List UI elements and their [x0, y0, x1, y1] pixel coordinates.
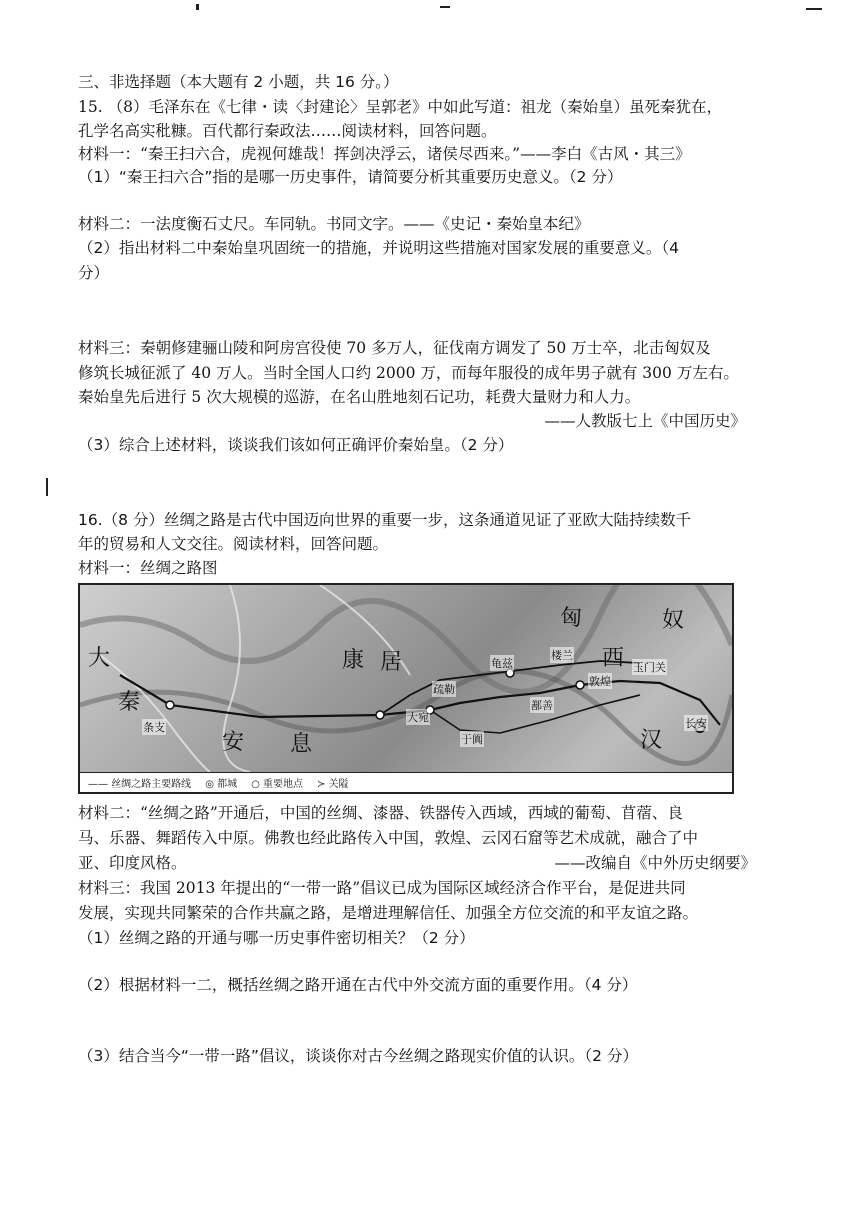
q16-material3-line2: 发展，实现共同繁荣的合作共赢之路，是增进理解信任、加强全方位交流的和平友谊之路。: [78, 904, 699, 922]
q15-question2: （2）指出材料二中秦始皇巩固统一的措施，并说明这些措施对国家发展的重要意义。（4: [78, 239, 679, 257]
silk-road-map: [78, 583, 734, 794]
q15-material3-line3: 秦始皇先后进行 5 次大规模的巡游，在名山胜地刻石记功，耗费大量财力和人力。: [78, 388, 641, 406]
scan-mark: [196, 4, 199, 10]
map-label: 鄯善: [531, 699, 553, 712]
q16-question1: （1）丝绸之路的开通与哪一历史事件密切相关？（2 分）: [78, 929, 475, 947]
q15-material3-line2: 修筑长城征派了 40 万人。当时全国人口约 2000 万，而每年服役的成年男子就有 300 万左右。: [78, 364, 739, 382]
q16-line1: 16.（8 分）丝绸之路是古代中国迈向世界的重要一步，这条通道见证了亚欧大陆持续数千: [78, 511, 691, 529]
legend-capital: ◎ 都城: [205, 779, 238, 790]
map-label: 大宛: [407, 711, 429, 724]
q15-line2: 孔学名高实秕糠。百代都行秦政法……阅读材料，回答问题。: [78, 122, 497, 140]
legend-place: ○ 重要地点: [251, 779, 303, 790]
q15-material3-source: ——人教版七上《中国历史》: [544, 412, 746, 430]
q16-material2-line2: 马、乐器、舞蹈传入中原。佛教也经此路传入中国，敦煌、云冈石窟等艺术成就，融合了中: [78, 829, 699, 847]
q16-material2-line3: 亚、印度风格。: [78, 854, 187, 872]
q15-question2-cont: 分）: [78, 264, 110, 282]
map-label: 奴: [662, 608, 685, 633]
q15-material2: 材料二：一法度衡石丈尺。车同轨。书同文字。——《史记・秦始皇本纪》: [78, 215, 590, 233]
q15-question3: （3）综合上述材料，谈谈我们该如何正确评价秦始皇。（2 分）: [78, 436, 514, 454]
q15-question1: （1）“秦王扫六合”指的是哪一历史事件，请简要分析其重要历史意义。（2 分）: [78, 168, 623, 186]
q16-question2: （2）根据材料一二，概括丝绸之路开通在古代中外交流方面的重要作用。（4 分）: [78, 976, 638, 994]
section-title: 三、非选择题（本大题有 2 小题，共 16 分。）: [78, 73, 399, 91]
map-label: 汉: [640, 728, 663, 753]
q16-material2-line1: 材料二：“丝绸之路”开通后，中国的丝绸、漆器、铁器传入西域，西域的葡萄、苜蓿、良: [78, 804, 683, 822]
q15-material3-line1: 材料三：秦朝修建骊山陵和阿房宫役使 70 多万人，征伐南方调发了 50 万士卒，北击匈奴及: [78, 339, 711, 357]
q15-line1: 15. （8）毛泽东在《七律・读〈封建论〉呈郭老》中如此写道：祖龙（秦始皇）虽死秦犹在，: [78, 98, 722, 116]
legend-pass: ≻ 关隘: [317, 779, 349, 790]
map-label: 龟兹: [491, 657, 513, 670]
place-marker: [576, 681, 584, 689]
map-label: 居: [380, 650, 403, 675]
map-label: 大: [88, 646, 111, 671]
place-marker: [376, 711, 384, 719]
map-label: 条支: [143, 721, 165, 734]
map-legend: [80, 772, 732, 792]
map-label: 疏勒: [433, 683, 455, 696]
q16-question3: （3）结合当今“一带一路”倡议，谈谈你对古今丝绸之路现实价值的认识。（2 分）: [78, 1047, 638, 1065]
q16-material2-source: ——改编自《中外历史纲要》: [554, 854, 756, 872]
q15-material1: 材料一：“秦王扫六合，虎视何雄哉！挥剑决浮云，诸侯尽西来。”——李白《古风・其三》: [78, 145, 691, 163]
q16-material3-line1: 材料三：我国 2013 年提出的“一带一路”倡议已成为国际区域经济合作平台，是促进共同: [78, 879, 686, 897]
map-label: 息: [290, 732, 313, 757]
map-label: 楼兰: [551, 649, 573, 662]
map-label: 玉门关: [633, 661, 666, 674]
map-label: 敦煌: [589, 675, 611, 688]
map-label: 匈: [560, 606, 583, 631]
map-label: 安: [222, 730, 245, 755]
map-label: 于阗: [461, 733, 483, 746]
scan-mark: [46, 478, 48, 496]
scan-mark: [806, 8, 822, 10]
map-label: 康: [342, 648, 365, 673]
place-marker: [166, 701, 174, 709]
scan-mark: [440, 6, 450, 8]
map-label: 长安: [685, 717, 707, 730]
legend-route: —— 丝绸之路主要路线: [88, 779, 192, 790]
map-label: 秦: [118, 690, 141, 715]
map-label: 西: [602, 646, 625, 671]
q16-line2: 年的贸易和人文交往。阅读材料，回答问题。: [78, 535, 389, 553]
map-terrain: [80, 585, 732, 772]
q16-material1: 材料一：丝绸之路图: [78, 559, 218, 577]
